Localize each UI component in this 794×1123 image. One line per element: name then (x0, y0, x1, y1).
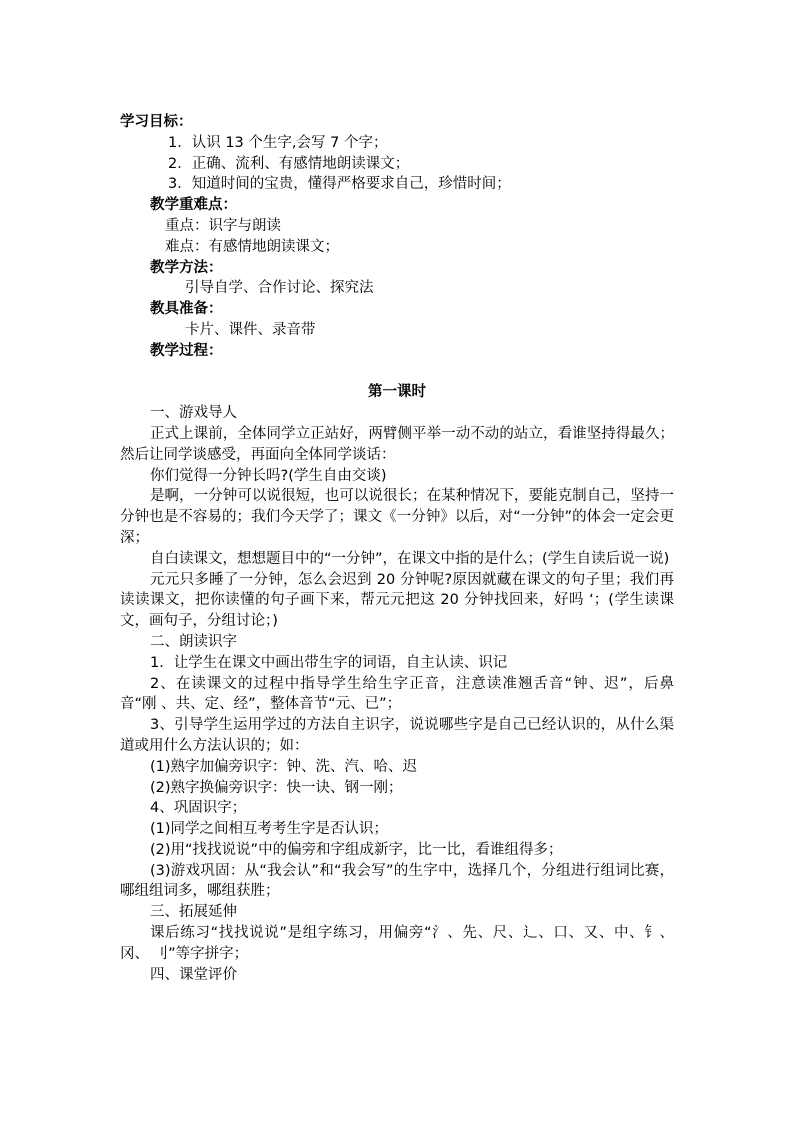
section1-heading: 一、游戏导人 (150, 405, 237, 422)
key-points-heading: 教学重难点： (150, 197, 237, 214)
method-content: 引导自学、合作讨论、探究法 (185, 280, 374, 297)
section3-heading: 三、拓展延伸 (150, 904, 237, 921)
objective-item-3: 3．知道时间的宝贵，懂得严格要求自己，珍惜时间； (168, 176, 511, 193)
section1-paragraph-4: 自白读课文，想想题目中的“一分钟”，在课文中指的是什么；(学生自读后说一说) (150, 550, 670, 567)
objective-item-2: 2．正确、流利、有感情地朗读课文； (168, 155, 410, 172)
prep-content: 卡片、课件、录音带 (185, 321, 316, 338)
key-point-difficulty: 难点：有感情地朗读课文； (165, 238, 339, 255)
section2-paragraph-7: (1)同学之间相互考考生字是否认识； (150, 821, 389, 838)
section2-heading: 二、朗读识字 (150, 633, 237, 650)
section2-paragraph-1: 1．让学生在课文中画出带生字的词语，自主认读、识记 (150, 654, 508, 671)
section1-paragraph-1: 正式上课前，全体同学立正站好，两臂侧平举一动不动的站立，看谁坚持得最久；然后让同学谈感受，再面向全体同学谈话： (120, 425, 674, 463)
section2-paragraph-5: (2)熟字换偏旁识字：快一诀、钢一刚； (150, 779, 403, 796)
section1-paragraph-3: 是啊，一分钟可以说很短，也可以说很长；在某种情况下，要能克制自己，坚持一分钟也是不容易的；我们今天学了；课文《一分钟》以后，对“一分钟”的体会一定会更深； (120, 488, 674, 546)
section2-paragraph-8: (2)用“找找说说”中的偏旁和字组成新字，比一比，看谁组得多； (150, 841, 563, 858)
section4-heading: 四、课堂评价 (150, 966, 237, 983)
section2-paragraph-2: 2、在读课文的过程中指导学生给生字正音，注意读准翘舌音“钟、迟”，后鼻音“刚 、共、定、经”，整体音节“元、已”； (120, 675, 674, 713)
blank-line (120, 362, 674, 383)
section2-paragraph-6: 4、巩固识字； (150, 800, 247, 817)
objectives-heading: 学习目标： (120, 114, 193, 130)
objective-item-1: 1．认识 13 个生字,会写 7 个字； (168, 134, 388, 151)
section3-paragraph-1: 课后练习“找找说说”是组字练习，用偏旁“氵、先、尺、辶、口、又、中、钅、冈、 刂”等字拼字； (120, 925, 674, 962)
section2-paragraph-4: (1)熟字加偏旁识字：钟、洗、汽、哈、迟 (150, 758, 418, 775)
section1-paragraph-2: 你们觉得一分钟长吗?(学生自由交谈) (150, 467, 387, 484)
prep-heading: 教具准备： (150, 301, 223, 318)
section1-paragraph-5: 元元只多睡了一分钟，怎么会迟到 20 分钟呢?原因就藏在课文的句子里；我们再读读课文，把你读懂的句子画下来，帮元元把这 20 分钟找回来，好吗 ‘；(学生读课文，画句子，分组讨论；) (120, 571, 674, 630)
section2-paragraph-3: 3、引导学生运用学过的方法自主识字，说说哪些字是自己已经认识的，从什么渠道或用什么方法认识的；如： (120, 717, 674, 754)
document-page (120, 112, 674, 985)
key-point-focus: 重点：识字与朗读 (165, 217, 281, 234)
process-heading: 教学过程： (150, 342, 223, 359)
lesson-title: 第一课时 (368, 384, 426, 401)
section2-paragraph-9: (3)游戏巩固：从“我会认”和“我会写”的生字中，选择几个，分组进行组词比赛，哪组组词多，哪组获胜； (120, 862, 674, 900)
method-heading: 教学方法： (150, 259, 223, 276)
